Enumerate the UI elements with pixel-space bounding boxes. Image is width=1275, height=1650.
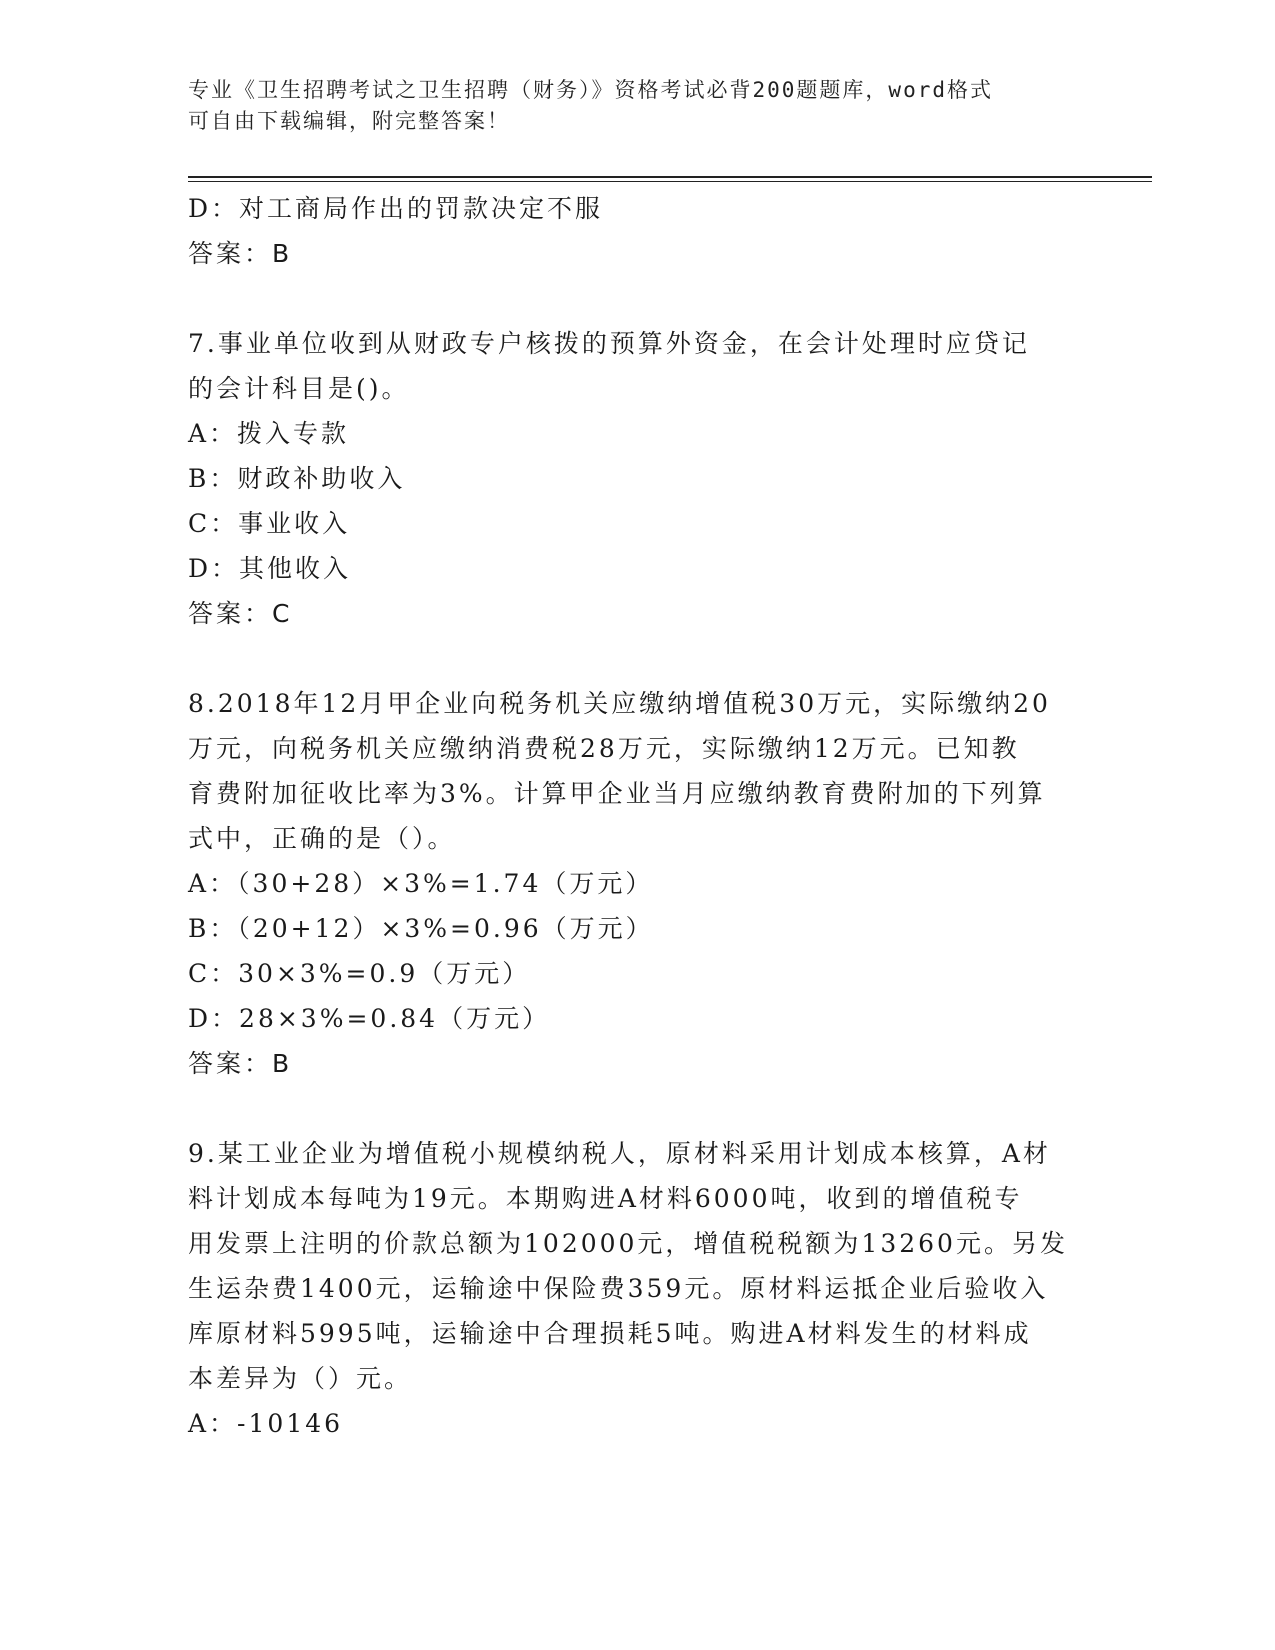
- q9-option-a: A：-10146: [188, 1409, 344, 1438]
- document-header: [188, 75, 1088, 137]
- question-spacer: [188, 636, 1088, 681]
- header-divider-thin: [188, 181, 1152, 182]
- q9-stem-line: 9.某工业企业为增值税小规模纳税人，原材料采用计划成本核算，A材: [188, 1139, 1051, 1168]
- header-title-line-2: 可自由下载编辑，附完整答案！: [188, 109, 510, 133]
- q8-option-b: B：（20+12）×3%=0.96（万元）: [188, 914, 654, 943]
- question-list: [188, 186, 1088, 1446]
- q7-stem-line: 的会计科目是()。: [188, 374, 410, 403]
- q9-stem-line: 本差异为（）元。: [188, 1364, 413, 1393]
- header-divider-thick: [188, 176, 1152, 178]
- q7-option-c: C：事业收入: [188, 509, 351, 538]
- q8-stem-line: 育费附加征收比率为3%。计算甲企业当月应缴纳教育费附加的下列算: [188, 779, 1046, 808]
- q9-stem-line: 料计划成本每吨为19元。本期购进A材料6000吨，收到的增值税专: [188, 1184, 1023, 1213]
- q8-option-d: D：28×3%=0.84（万元）: [188, 1004, 551, 1033]
- q8-answer: 答案：B: [188, 1049, 293, 1078]
- q9-stem-line: 库原材料5995吨，运输途中合理损耗5吨。购进A材料发生的材料成: [188, 1319, 1032, 1348]
- q7-option-d: D：其他收入: [188, 554, 352, 583]
- q8-stem-line: 式中，正确的是（）。: [188, 824, 456, 853]
- q8-option-c: C：30×3%=0.9（万元）: [188, 959, 531, 988]
- q7-option-b: B：财政补助收入: [188, 464, 406, 493]
- q7-answer: 答案：C: [188, 599, 293, 628]
- question-spacer: [188, 1086, 1088, 1131]
- q8-option-a: A：（30+28）×3%=1.74（万元）: [188, 869, 654, 898]
- q8-stem-line: 万元，向税务机关应缴纳消费税28万元，实际缴纳12万元。已知教: [188, 734, 1020, 763]
- q9-stem-line: 用发票上注明的价款总额为102000元，增值税税额为13260元。另发: [188, 1229, 1068, 1258]
- q8-stem-line: 8.2018年12月甲企业向税务机关应缴纳增值税30万元，实际缴纳20: [188, 689, 1051, 718]
- q7-option-a: A：拨入专款: [188, 419, 350, 448]
- question-spacer: [188, 276, 1088, 321]
- q9-stem-line: 生运杂费1400元，运输途中保险费359元。原材料运抵企业后验收入: [188, 1274, 1049, 1303]
- header-title-line-1: 专业《卫生招聘考试之卫生招聘（财务）》资格考试必背200题题库，word格式: [188, 78, 993, 102]
- q6-answer: 答案：B: [188, 239, 293, 268]
- q7-stem-line: 7.事业单位收到从财政专户核拨的预算外资金，在会计处理时应贷记: [188, 329, 1030, 358]
- q6-option-d: D：对工商局作出的罚款决定不服: [188, 194, 604, 223]
